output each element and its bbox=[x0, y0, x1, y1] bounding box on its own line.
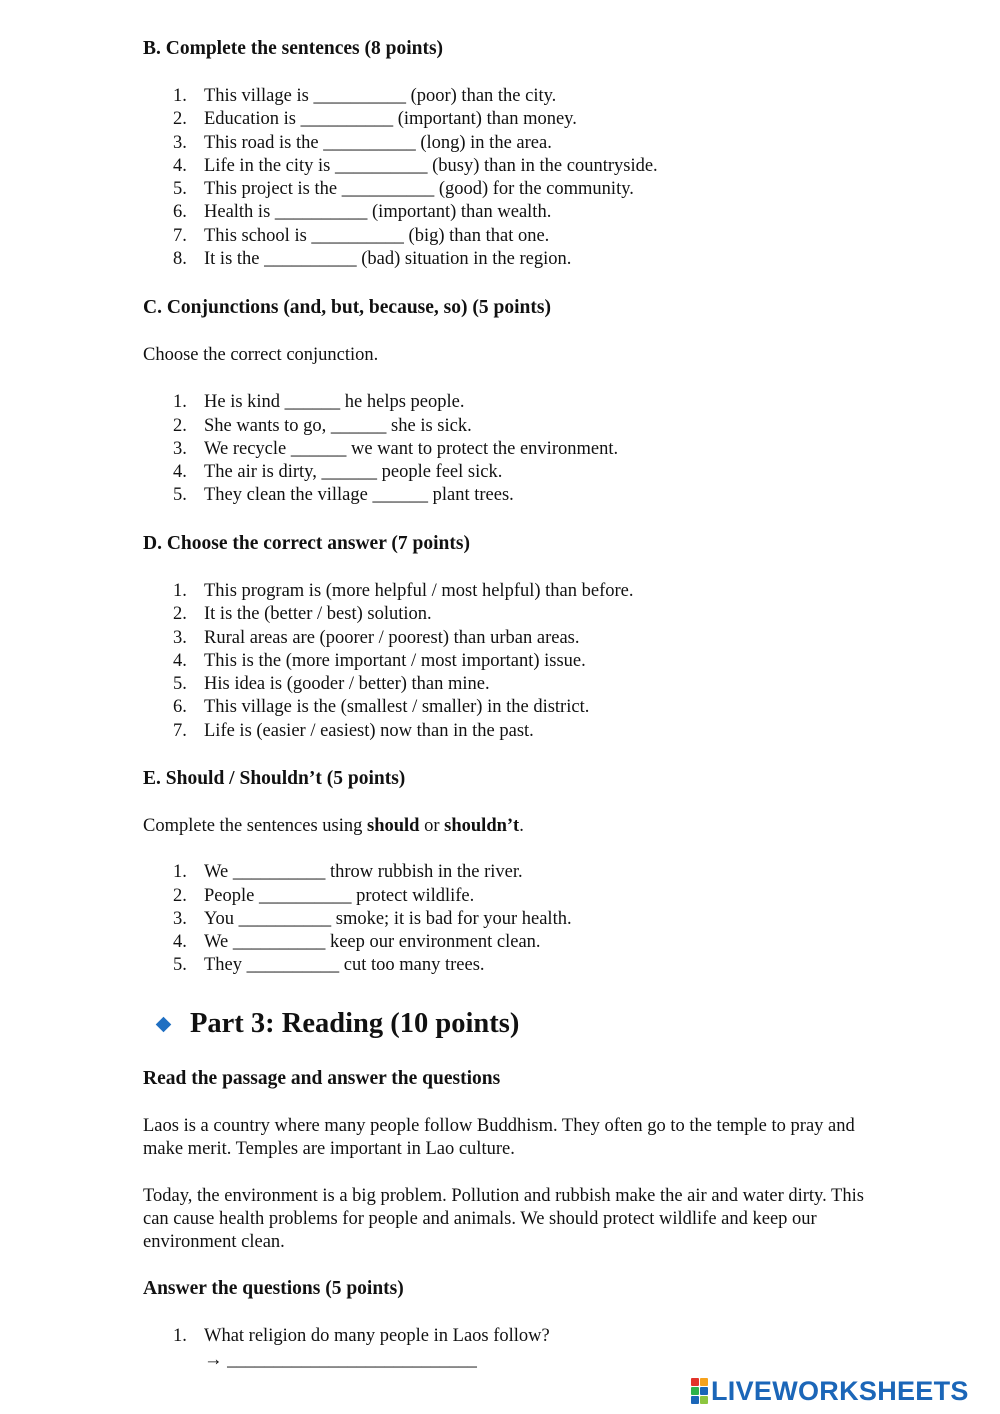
list-item: 4. We __________ keep our environment clean. bbox=[173, 932, 541, 953]
part-3-heading bbox=[156, 1006, 519, 1042]
section-e-title: E. Should / Shouldn’t (5 points) bbox=[143, 768, 406, 789]
list-item: 4. Life in the city is __________ (busy) than in the countryside. bbox=[173, 155, 658, 176]
logo-block bbox=[700, 1378, 708, 1386]
list-item: 5. They __________ cut too many trees. bbox=[173, 955, 485, 976]
part-3-title: Part 3: Reading (10 points) bbox=[190, 1008, 520, 1039]
logo-text: LIVEWORKSHEETS bbox=[711, 1376, 969, 1406]
section-c bbox=[143, 296, 873, 508]
list-item: 3. This road is the __________ (long) in the area. bbox=[173, 132, 552, 153]
list-item: 8. It is the __________ (bad) situation in the region. bbox=[173, 249, 572, 270]
list-item: 6. This village is the (smallest / smaller) in the district. bbox=[173, 697, 590, 718]
answer-blank[interactable]: → ___________________________ bbox=[204, 1349, 477, 1370]
list-item: 2. People __________ protect wildlife. bbox=[173, 885, 475, 906]
section-b-title: B. Complete the sentences (8 points) bbox=[143, 38, 444, 59]
passage-paragraph: Laos is a country where many people follow Buddhism. They often go to the temple to pray and make merit. Temples are important in Lao culture. bbox=[143, 1116, 855, 1160]
section-d bbox=[143, 532, 873, 743]
section-d-title: D. Choose the correct answer (7 points) bbox=[143, 533, 470, 554]
section-c-instruction: Choose the correct conjunction. bbox=[143, 345, 379, 365]
diamond-bullet-icon bbox=[156, 1016, 172, 1032]
logo-block bbox=[691, 1378, 699, 1386]
liveworksheets-logo bbox=[691, 1376, 969, 1406]
logo-block bbox=[691, 1396, 699, 1404]
list-item: 1. We __________ throw rubbish in the river. bbox=[173, 862, 523, 883]
reading-passage bbox=[143, 1115, 873, 1254]
logo-block bbox=[691, 1387, 699, 1395]
reading-section bbox=[143, 1067, 873, 1372]
list-item: 1. He is kind ______ he helps people. bbox=[173, 392, 465, 413]
question-item: 1. What religion do many people in Laos follow? → ___________________________ bbox=[143, 1325, 873, 1372]
list-item: 3. You __________ smoke; it is bad for your health. bbox=[173, 908, 572, 929]
section-d-list bbox=[143, 580, 873, 743]
list-item: 5. This project is the __________ (good) for the community. bbox=[173, 179, 634, 200]
list-item: 2. Education is __________ (important) than money. bbox=[173, 109, 577, 130]
list-item: 3. Rural areas are (poorer / poorest) than urban areas. bbox=[173, 627, 580, 648]
list-item: 3. We recycle ______ we want to protect the environment. bbox=[173, 438, 619, 459]
list-item: 2. She wants to go, ______ she is sick. bbox=[173, 415, 472, 436]
section-c-title: C. Conjunctions (and, but, because, so) (5 points) bbox=[143, 297, 551, 318]
list-item: 4. The air is dirty, ______ people feel sick. bbox=[173, 462, 503, 483]
list-item: 1. This village is __________ (poor) than the city. bbox=[173, 86, 557, 106]
section-b-list bbox=[143, 85, 873, 271]
section-c-list bbox=[143, 391, 873, 507]
list-item: 2. It is the (better / best) solution. bbox=[173, 604, 432, 625]
list-item: 5. They clean the village ______ plant trees. bbox=[173, 485, 514, 506]
section-e-instruction: Complete the sentences using should or shouldn’t. bbox=[143, 816, 524, 836]
section-e bbox=[143, 767, 873, 978]
list-item: 7. Life is (easier / easiest) now than in the past. bbox=[173, 720, 534, 741]
passage-paragraph: Today, the environment is a big problem. Pollution and rubbish make the air and water dirty. This can cause health problems for people and animals. We should protect wildlife and keep our environment clean. bbox=[143, 1185, 864, 1253]
logo-block bbox=[700, 1387, 708, 1395]
reading-subheading: Read the passage and answer the questions bbox=[143, 1068, 501, 1089]
list-item: 4. This is the (more important / most important) issue. bbox=[173, 650, 586, 671]
list-item: 7. This school is __________ (big) than that one. bbox=[173, 225, 550, 246]
list-item: 1. This program is (more helpful / most helpful) than before. bbox=[173, 581, 634, 601]
section-e-list bbox=[143, 861, 873, 977]
section-b bbox=[143, 37, 873, 271]
list-item: 5. His idea is (gooder / better) than mine. bbox=[173, 674, 490, 695]
logo-block bbox=[700, 1396, 708, 1404]
questions-list bbox=[143, 1325, 873, 1372]
questions-title: Answer the questions (5 points) bbox=[143, 1278, 404, 1300]
list-item: 6. Health is __________ (important) than wealth. bbox=[173, 202, 552, 223]
liveworksheets-logo-icon bbox=[691, 1378, 708, 1404]
